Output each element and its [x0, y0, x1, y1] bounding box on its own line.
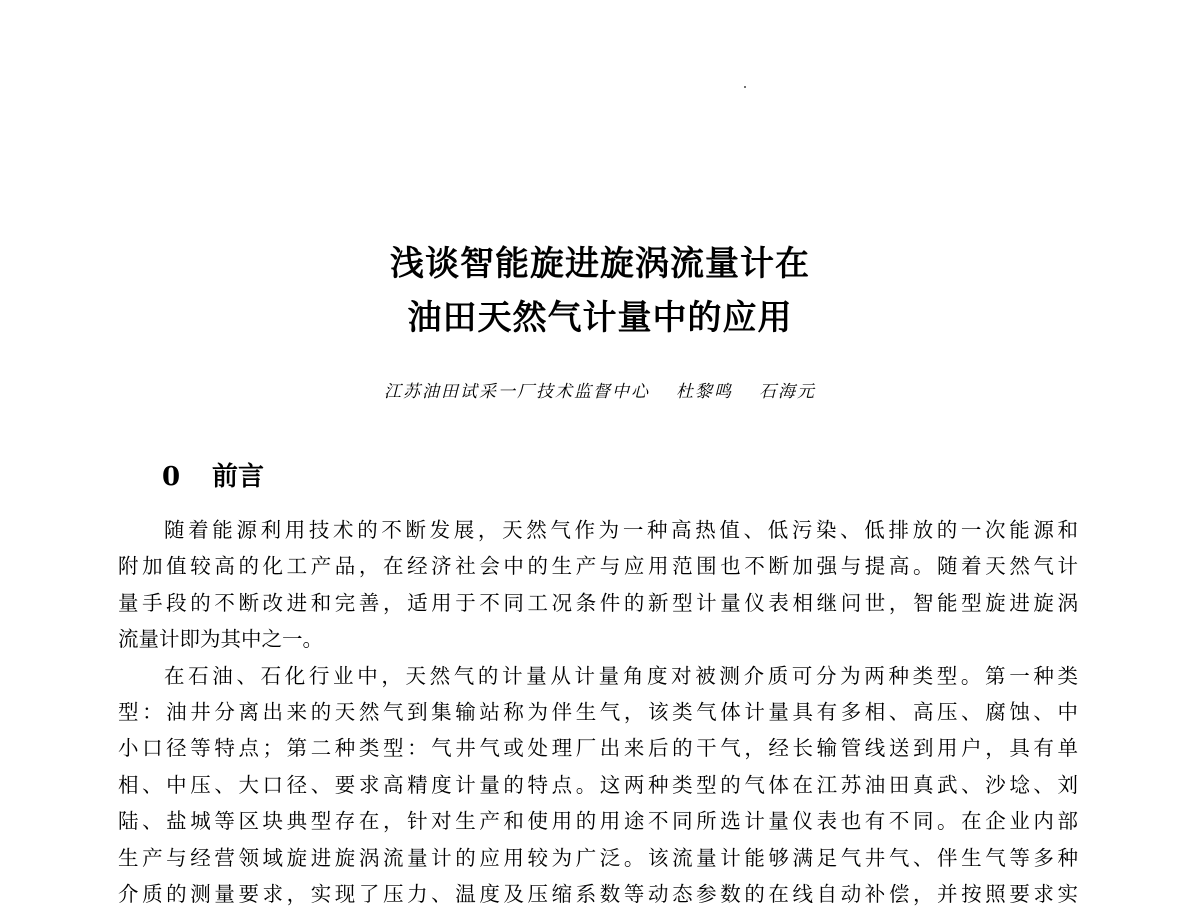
paper-title-line-2: 油田天然气计量中的应用: [407, 298, 793, 338]
scan-speck: [744, 86, 746, 88]
author-1: 杜黎鸣: [676, 382, 733, 402]
paragraph-2: [118, 658, 1078, 913]
section-title: 前言: [212, 462, 265, 492]
text-line: 随着能源利用技术的不断发展，天然气作为一种高热值、低污染、低排放的一次能源和: [164, 518, 1078, 542]
author-2: 石海元: [759, 382, 816, 402]
text-line: 介质的测量要求，实现了压力、温度及压缩系数等动态参数的在线自动补偿，并按照要求实: [118, 881, 1078, 906]
text-line: 生产与经营领域旋进旋涡流量计的应用较为广泛。该流量计能够满足气井气、伴生气等多种: [118, 845, 1078, 870]
section-heading: [162, 460, 264, 494]
text-line: 量手段的不断改进和完善，适用于不同工况条件的新型计量仪表相继问世，智能型旋进旋涡: [118, 590, 1078, 615]
text-line: 型：油井分离出来的天然气到集输站称为伴生气，该类气体计量具有多相、高压、腐蚀、中: [118, 699, 1078, 724]
text-line: 陆、盐城等区块典型存在，针对生产和使用的用途不同所选计量仪表也有不同。在企业内部: [118, 809, 1078, 834]
text-line: 小口径等特点；第二种类型：气井气或处理厂出来后的干气，经长输管线送到用户，具有单: [118, 736, 1078, 761]
affiliation: 江苏油田试采一厂技术监督中心: [384, 382, 650, 402]
text-line: 流量计即为其中之一。: [118, 627, 323, 652]
byline: [0, 380, 1200, 404]
paper-title-line-1: 浅谈智能旋进旋涡流量计在: [390, 244, 810, 284]
text-line: 在石油、石化行业中，天然气的计量从计量角度对被测介质可分为两种类型。第一种类: [164, 663, 1078, 688]
text-line: 相、中压、大口径、要求高精度计量的特点。这两种类型的气体在江苏油田真武、沙埝、刘: [118, 772, 1078, 797]
text-line: 附加值较高的化工产品，在经济社会中的生产与应用范围也不断加强与提高。随着天然气计: [118, 554, 1078, 579]
body-text: [118, 512, 1078, 912]
section-number: 0: [162, 462, 181, 492]
paragraph-1: [118, 512, 1078, 658]
